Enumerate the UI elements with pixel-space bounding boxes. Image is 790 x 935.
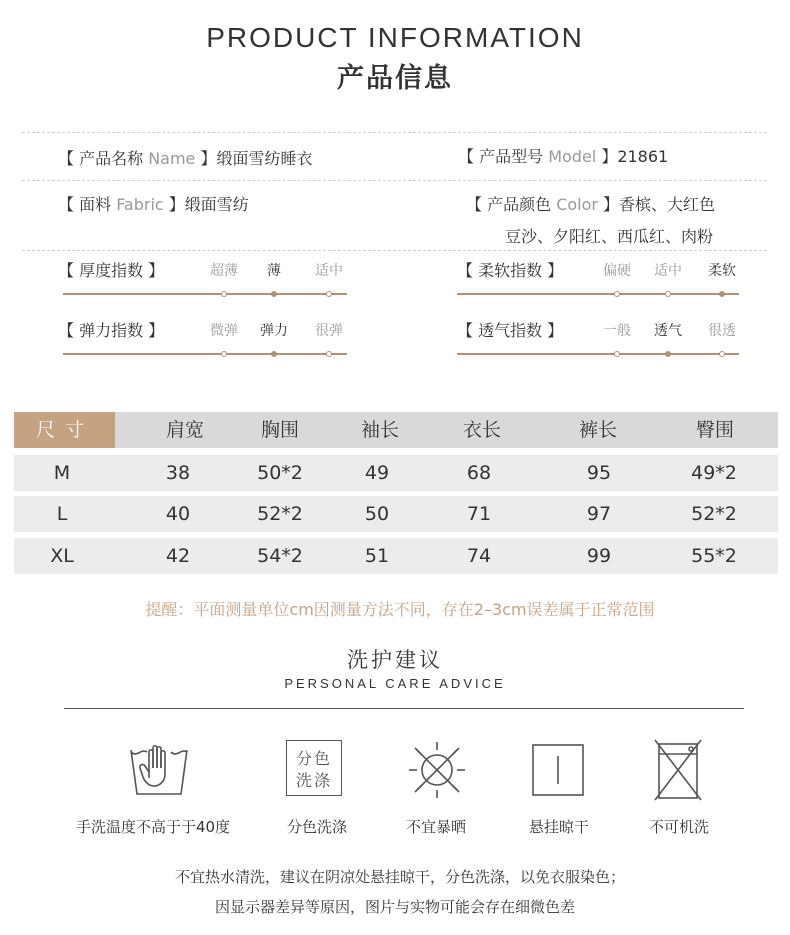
size-header-cell: 尺寸 xyxy=(14,412,115,448)
table-cell: 49 xyxy=(364,462,390,484)
thickness-track xyxy=(63,293,347,295)
table-cell: 52*2 xyxy=(257,503,303,525)
product-color-line2: 豆沙、夕阳红、西瓜红、肉粉 xyxy=(505,227,714,246)
thickness-dot xyxy=(221,291,227,297)
care-label: 悬挂晾干 xyxy=(528,818,589,836)
table-cell: 42 xyxy=(165,545,191,567)
elasticity-label: 【 弹力指数 】 xyxy=(58,321,165,340)
elasticity-option: 弹力 xyxy=(260,323,288,339)
table-cell: 51 xyxy=(364,545,390,567)
table-row xyxy=(14,538,778,574)
footer-line-1: 不宜热水清洗，建议在阴凉处悬挂晾干，分色洗涤，以免衣服染色； xyxy=(174,868,625,886)
product-fabric: 【 面料 Fabric 】缎面雪纺 xyxy=(58,195,249,214)
column-header: 袖长 xyxy=(360,419,399,441)
thickness-dot xyxy=(326,291,332,297)
softness-label: 【 柔软指数 】 xyxy=(457,261,564,280)
table-cell: 49*2 xyxy=(691,462,737,484)
elasticity-dot xyxy=(221,351,227,357)
no-machine-wash-icon xyxy=(653,738,717,802)
table-cell: 71 xyxy=(466,503,492,525)
table-cell: 52*2 xyxy=(691,503,737,525)
breathability-dot xyxy=(614,351,620,357)
column-header: 裤长 xyxy=(578,419,617,441)
thickness-label: 【 厚度指数 】 xyxy=(58,261,165,280)
care-label: 分色洗涤 xyxy=(286,818,347,836)
softness-option: 偏硬 xyxy=(603,263,631,279)
product-name: 【 产品名称 Name 】缎面雪纺睡衣 xyxy=(58,149,313,168)
table-cell: 38 xyxy=(165,462,191,484)
divider xyxy=(22,132,767,133)
care-divider xyxy=(64,708,744,709)
breathability-option: 一般 xyxy=(603,323,631,339)
column-header: 胸围 xyxy=(260,419,299,441)
separate-wash-text: 洗涤 xyxy=(295,771,332,790)
care-label: 手洗温度不高于于40度 xyxy=(75,818,231,836)
table-cell: 97 xyxy=(586,503,612,525)
table-cell: 40 xyxy=(165,503,191,525)
separate-wash-text: 分色 xyxy=(295,749,332,768)
softness-dot xyxy=(614,291,620,297)
product-color: 【 产品颜色 Color 】香槟、大红色 xyxy=(466,195,716,214)
table-cell: 95 xyxy=(586,462,612,484)
breathability-dot xyxy=(665,351,671,357)
care-label: 不宜暴晒 xyxy=(405,818,466,836)
table-cell: 54*2 xyxy=(257,545,303,567)
column-header: 肩宽 xyxy=(165,419,204,441)
care-label: 不可机洗 xyxy=(648,818,709,836)
thickness-option: 适中 xyxy=(315,263,343,279)
product-model: 【 产品型号 Model 】21861 xyxy=(458,147,669,166)
table-cell: 50*2 xyxy=(257,462,303,484)
softness-dot xyxy=(719,291,725,297)
softness-track xyxy=(457,293,739,295)
table-cell: 68 xyxy=(466,462,492,484)
care-title-zh: 洗护建议 xyxy=(347,648,443,672)
softness-dot xyxy=(665,291,671,297)
title-zh: 产品信息 xyxy=(337,63,453,94)
breathability-option: 很透 xyxy=(708,323,736,339)
elasticity-option: 微弹 xyxy=(210,323,238,339)
divider xyxy=(22,250,767,251)
column-header: 衣长 xyxy=(462,419,501,441)
divider xyxy=(22,180,767,181)
footer-line-2: 因显示器差异等原因，图片与实物可能会存在细微色差 xyxy=(214,898,575,916)
table-cell: 55*2 xyxy=(691,545,737,567)
separate-wash-icon xyxy=(286,740,342,796)
elasticity-dot xyxy=(326,351,332,357)
hand-wash-icon xyxy=(127,738,191,802)
breathability-option: 透气 xyxy=(654,323,682,339)
breathability-track xyxy=(457,353,739,355)
size-table-header xyxy=(14,412,778,448)
size-cell: XL xyxy=(50,545,74,567)
breathability-dot xyxy=(719,351,725,357)
care-title-en: PERSONAL CARE ADVICE xyxy=(284,676,506,691)
table-cell: 50 xyxy=(364,503,390,525)
no-sun-icon xyxy=(405,738,469,802)
column-header: 臀围 xyxy=(695,419,734,441)
thickness-option: 薄 xyxy=(267,263,281,279)
title-en: PRODUCT INFORMATION xyxy=(206,22,584,53)
line-dry-icon xyxy=(532,744,584,796)
elasticity-option: 很弹 xyxy=(315,323,343,339)
thickness-option: 超薄 xyxy=(210,263,238,279)
table-cell: 74 xyxy=(466,545,492,567)
size-cell: L xyxy=(56,503,68,525)
size-cell: M xyxy=(53,462,71,484)
table-row xyxy=(14,496,778,532)
elasticity-track xyxy=(63,353,347,355)
breathability-label: 【 透气指数 】 xyxy=(457,321,564,340)
thickness-dot xyxy=(271,291,277,297)
elasticity-dot xyxy=(271,351,277,357)
table-cell: 99 xyxy=(586,545,612,567)
measurement-note: 提醒：平面测量单位cm因测量方法不同，存在2–3cm误差属于正常范围 xyxy=(145,600,655,619)
softness-option: 适中 xyxy=(654,263,682,279)
softness-option: 柔软 xyxy=(708,263,736,279)
table-row xyxy=(14,455,778,491)
